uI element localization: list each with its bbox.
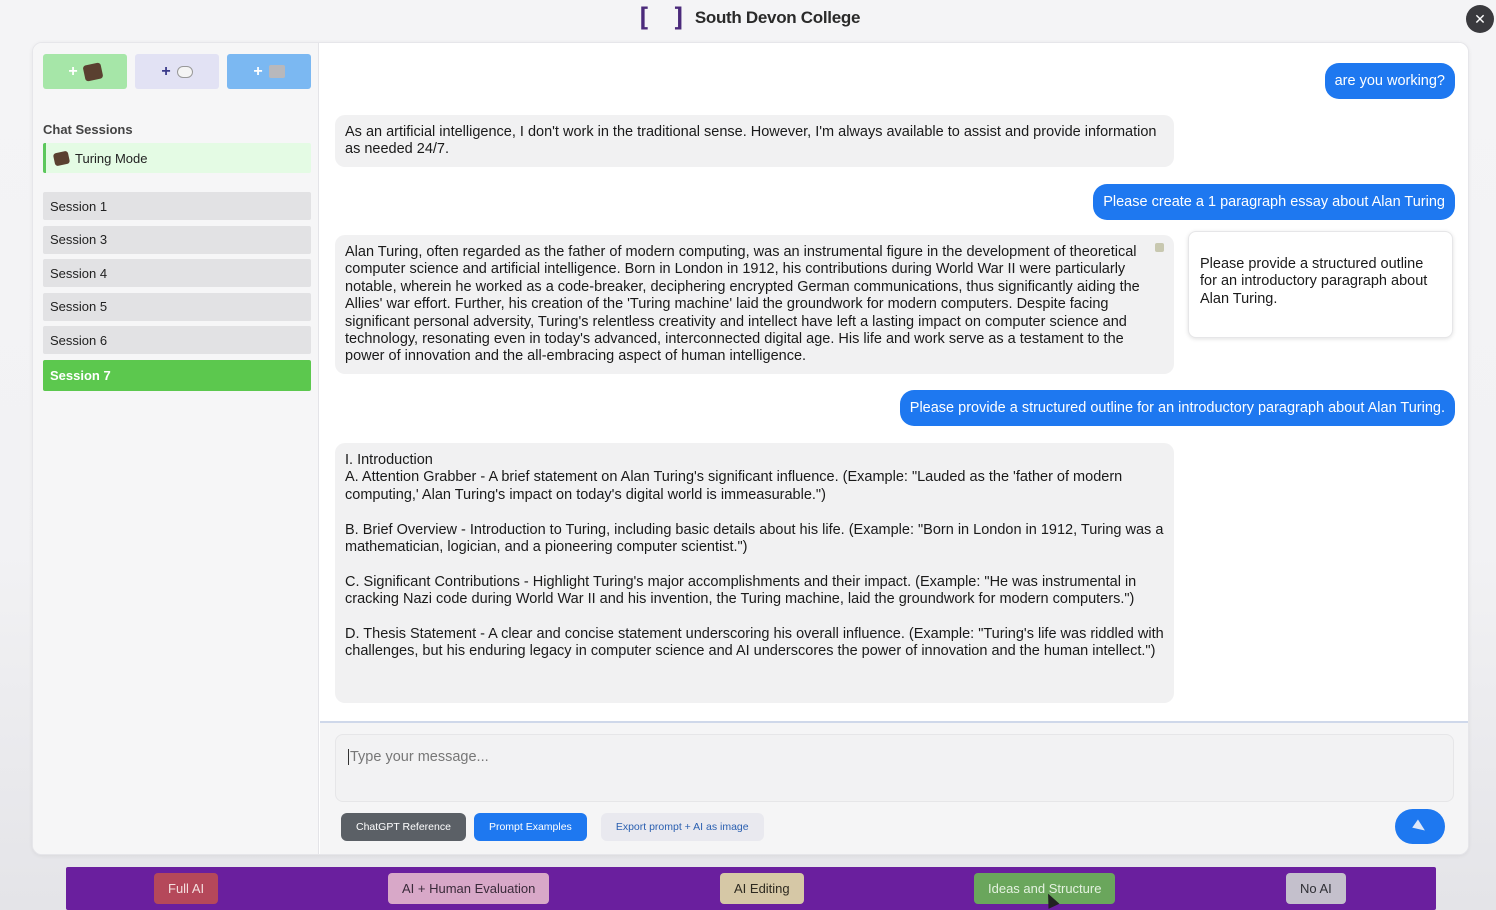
session-item[interactable]: Session 1 bbox=[43, 192, 311, 220]
chat-sessions-heading: Chat Sessions bbox=[43, 122, 133, 137]
user-message: Please create a 1 paragraph essay about Alan Turing bbox=[1093, 184, 1455, 220]
ai-message: As an artificial intelligence, I don't work in the traditional sense. However, I'm always available to assist and provide information as needed 24/7. bbox=[335, 115, 1174, 167]
chatgpt-reference-button[interactable]: ChatGPT Reference bbox=[341, 813, 466, 841]
college-logo: [ ] bbox=[635, 3, 689, 33]
chat-messages bbox=[320, 43, 1469, 721]
chat-bubble-icon bbox=[177, 66, 193, 78]
outline-heading: I. Introduction bbox=[345, 452, 433, 468]
chat-app bbox=[32, 42, 1469, 855]
ai-mode-bar bbox=[66, 867, 1436, 910]
mode-ai-editing-button[interactable]: AI Editing bbox=[720, 873, 804, 904]
close-icon: ✕ bbox=[1474, 10, 1486, 27]
session-item[interactable]: Session 3 bbox=[43, 226, 311, 254]
composer-actions bbox=[341, 813, 764, 841]
mode-no-ai-button[interactable]: No AI bbox=[1286, 873, 1346, 904]
text-caret bbox=[348, 749, 349, 765]
suggested-prompt-text: Please provide a structured outline for an introductory paragraph about Alan Turing. bbox=[1200, 256, 1428, 307]
outline-point: D. Thesis Statement - A clear and concise statement underscoring his overall influence. (Example: "Turing's life was riddled with challenges, but his enduring legacy in computer science and AI underscores the power of innovation and the human intellect.") bbox=[345, 626, 1164, 660]
outline-point: B. Brief Overview - Introduction to Turing, including basic details about his life. (Example: "Born in London in 1912, Turing was a mathematician, logician, and a pioneering computer scientist.") bbox=[345, 521, 1164, 556]
new-chat-button[interactable] bbox=[135, 54, 219, 89]
app-header bbox=[0, 0, 1496, 36]
plus-icon: + bbox=[161, 62, 171, 80]
ai-message bbox=[335, 235, 1174, 374]
turing-box-icon bbox=[53, 150, 70, 166]
session-item-active[interactable]: Session 7 bbox=[43, 360, 311, 391]
mode-ai-human-evaluation-button[interactable]: AI + Human Evaluation bbox=[388, 873, 549, 904]
college-name: South Devon College bbox=[694, 8, 861, 27]
message-input[interactable] bbox=[335, 734, 1454, 802]
send-icon bbox=[1412, 819, 1428, 834]
sidebar bbox=[33, 43, 319, 855]
ai-message bbox=[335, 443, 1174, 703]
sidebar-actions bbox=[43, 54, 311, 89]
new-turing-session-button[interactable] bbox=[43, 54, 127, 89]
message-composer bbox=[320, 721, 1469, 855]
message-placeholder: Type your message... bbox=[350, 749, 489, 765]
session-item[interactable]: Session 5 bbox=[43, 293, 311, 321]
user-message: Please provide a structured outline for an introductory paragraph about Alan Turing. bbox=[900, 390, 1455, 426]
folder-icon bbox=[269, 65, 285, 78]
send-button[interactable] bbox=[1395, 809, 1445, 844]
ai-message-text: Alan Turing, often regarded as the father of modern computing, was an instrumental figure in the development of theoretical computer science and artificial intelligence. Born in London in 1912, his contributions during World War II were particularly notable, wherein he worked as a code-breaker, deciphering encrypted German communications, thus significantly aiding the Allies' war effort. Further, his creation of the 'Turing machine' laid the groundwork for modern computers. Despite facing significant personal adversity, Turing's relentless creativity and intellect have left a lasting impact on computer science and technology, resonating even in today's advanced, interconnected digital age. His life and work serve as a testament to the power of innovation and the all-embracing aspect of human intelligence. bbox=[345, 244, 1140, 365]
new-folder-button[interactable] bbox=[227, 54, 311, 89]
lock-icon[interactable] bbox=[1155, 243, 1164, 252]
session-list bbox=[43, 192, 311, 396]
export-image-button[interactable]: Export prompt + AI as image bbox=[601, 813, 764, 841]
outline-point: A. Attention Grabber - A brief statement on Alan Turing's significant influence. (Example: "Lauded as the 'father of modern computing,' Alan Turing's impact on today's digital world is immeasurable.") bbox=[345, 469, 1123, 503]
turing-box-icon bbox=[82, 62, 103, 81]
outline-point: C. Significant Contributions - Highlight Turing's major accomplishments and their impact. (Example: "He was instrumental in cracking Nazi code during World War II and his invention, the Turing machine, laid the groundwork for modern computers.") bbox=[345, 573, 1137, 608]
mode-full-ai-button[interactable]: Full AI bbox=[154, 873, 218, 904]
plus-icon: + bbox=[68, 62, 78, 80]
mode-ideas-structure-button[interactable]: Ideas and Structure bbox=[974, 873, 1115, 904]
user-message: are you working? bbox=[1325, 63, 1455, 99]
turing-mode-item[interactable] bbox=[43, 143, 311, 173]
close-button[interactable] bbox=[1466, 5, 1494, 33]
suggested-prompt-card[interactable] bbox=[1188, 231, 1453, 338]
plus-icon: + bbox=[253, 62, 263, 80]
session-item[interactable]: Session 6 bbox=[43, 326, 311, 354]
turing-mode-label: Turing Mode bbox=[75, 150, 148, 166]
prompt-examples-button[interactable]: Prompt Examples bbox=[474, 813, 587, 841]
session-item[interactable]: Session 4 bbox=[43, 259, 311, 287]
